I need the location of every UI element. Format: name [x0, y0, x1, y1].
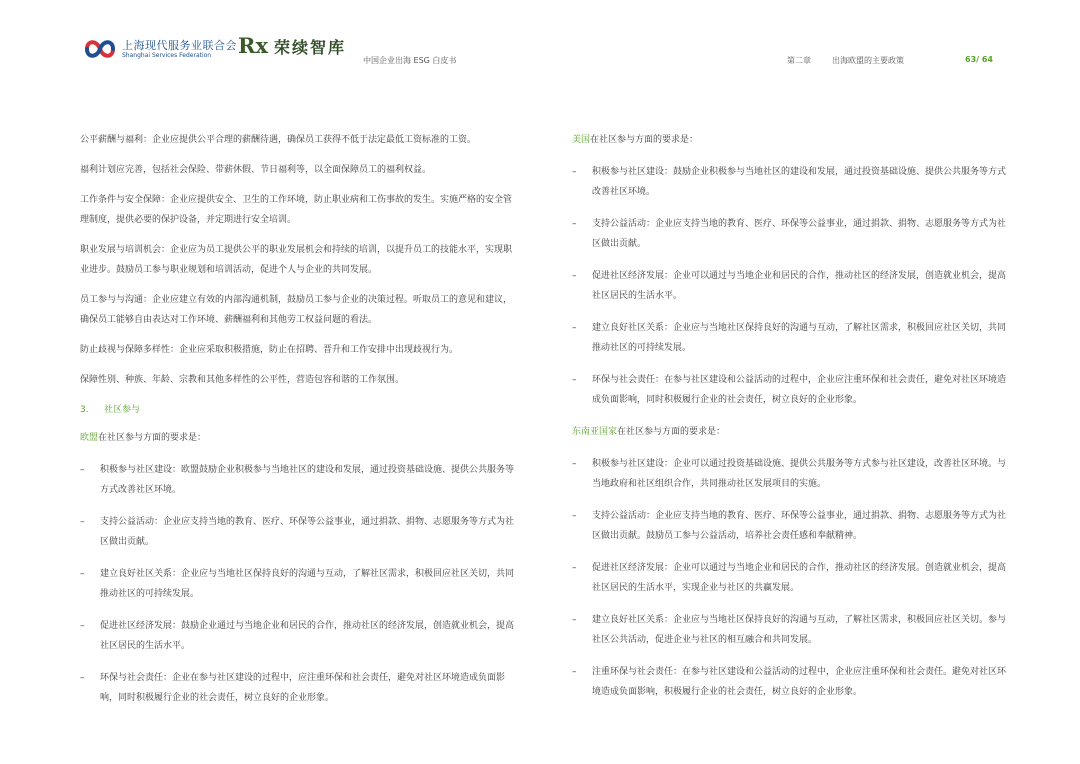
list-item [572, 162, 1008, 202]
page-number: 63/ 64 [965, 55, 993, 64]
list-item-text: 环保与社会责任：在参与社区建设和公益活动的过程中，企业应注重环保和社会责任，避免对社区环境造成负面影响，同时积极履行企业的社会责任，树立良好的企业形象。 [592, 375, 1007, 405]
org2-name: 荣续智库 [273, 37, 346, 57]
region-intro-text: 在社区参与方面的要求是： [590, 135, 699, 145]
paragraph: 工作条件与安全保障：企业应提供安全、卫生的工作环境，防止职业病和工伤事故的发生。实施严格的安全管理制度，提供必要的保护设备，并定期进行安全培训。 [80, 195, 513, 225]
list-item-text: 促进社区经济发展：企业可以通过与当地企业和居民的合作，推动社区的经济发展。创造就业机会，提高社区居民的生活水平，实现企业与社区的共赢发展。 [592, 563, 1007, 593]
list-item-text: 建立良好社区关系：企业应与当地社区保持良好的沟通与互动，了解社区需求，积极回应社区关切。参与社区公共活动，促进企业与社区的相互融合和共同发展。 [592, 615, 1007, 645]
region-name: 欧盟 [80, 433, 99, 443]
list-item [572, 318, 1008, 358]
list-bullet: – [572, 459, 577, 469]
section-heading-text: 社区参与 [104, 405, 141, 415]
list-item-text: 促进社区经济发展：企业可以通过与当地企业和居民的合作，推动社区的经济发展，创造就业机会，提高社区居民的生活水平。 [592, 271, 1007, 301]
org2-logo [238, 34, 346, 58]
list-bullet: – [572, 375, 577, 385]
list-bullet: – [80, 569, 85, 579]
list-bullet: – [572, 271, 577, 281]
list-item [572, 662, 1008, 702]
list-item-text: 环保与社会责任：企业在参与社区建设的过程中，应注重环保和社会责任，避免对社区环境造成负面影响，同时积极履行企业的社会责任，树立良好的企业形象。 [100, 673, 506, 703]
chapter-label: 第二章 [787, 56, 811, 65]
list-item-text: 积极参与社区建设：鼓励企业积极参与当地社区的建设和发展，通过投资基础设施、提供公共服务等方式改善社区环境。 [592, 167, 1007, 197]
list-bullet: – [572, 511, 577, 521]
section-number: 3. [80, 405, 89, 415]
region-intro-text: 在社区参与方面的要求是： [98, 433, 207, 443]
list-item [80, 460, 520, 500]
paragraph: 公平薪酬与福利：企业应提供公平合理的薪酬待遇，确保员工获得不低于法定最低工资标准的工资。 [80, 135, 477, 145]
org1-name-en: Shanghai Services Federation [122, 51, 212, 59]
section-heading [80, 400, 520, 420]
paragraph: 福利计划应完善，包括社会保险、带薪休假、节日福利等，以全面保障员工的福利权益。 [80, 165, 432, 175]
list-item [572, 370, 1008, 410]
list-item-text: 支持公益活动：企业应支持当地的教育、医疗、环保等公益事业，通过捐款、捐物、志愿服务等方式为社区做出贡献。 [100, 517, 515, 547]
list-item [572, 610, 1008, 650]
right-column [572, 130, 1008, 714]
list-item-text: 注重环保与社会责任：在参与社区建设和公益活动的过程中，企业应注重环保和社会责任。避免对社区环境造成负面影响，积极履行企业的社会责任，树立良好的企业形象。 [592, 667, 1007, 697]
list-bullet: – [80, 673, 85, 683]
list-item-text: 积极参与社区建设：企业可以通过投资基础设施、提供公共服务等方式参与社区建设，改善社区环境。与当地政府和社区组织合作，共同推动社区发展项目的实施。 [592, 459, 1007, 489]
list-item [572, 506, 1008, 546]
region-intro-eu [80, 428, 520, 448]
paragraph: 员工参与与沟通：企业应建立有效的内部沟通机制，鼓励员工参与企业的决策过程。听取员工的意见和建议，确保员工能够自由表达对工作环境、薪酬福利和其他劳工权益问题的看法。 [80, 295, 513, 325]
list-item [572, 214, 1008, 254]
list-bullet: – [80, 621, 85, 631]
page-header [0, 0, 1080, 110]
section-label: 出海欧盟的主要政策 [832, 56, 904, 65]
rx-logo-icon: Rx [238, 33, 268, 58]
list-bullet: – [572, 219, 577, 229]
list-bullet: – [572, 167, 577, 177]
list-item [572, 558, 1008, 598]
region-intro-sea [572, 422, 1008, 442]
region-intro-text: 在社区参与方面的要求是： [617, 427, 726, 437]
list-item-text: 建立良好社区关系：企业应与当地社区保持良好的沟通与互动，了解社区需求，积极回应社区关切，共同推动社区的可持续发展。 [592, 323, 1007, 353]
org1-name-cn: 上海现代服务业联合会 [122, 38, 237, 52]
ribbon-logo-icon [84, 36, 116, 62]
list-bullet: – [572, 667, 577, 677]
list-item [80, 512, 520, 552]
list-bullet: – [572, 615, 577, 625]
list-bullet: – [80, 517, 85, 527]
list-item-text: 积极参与社区建设：欧盟鼓励企业积极参与当地社区的建设和发展，通过投资基础设施、提供公共服务等方式改善社区环境。 [100, 465, 515, 495]
org1-logo [84, 36, 237, 62]
region-name: 美国 [572, 135, 591, 145]
list-item-text: 支持公益活动：企业应支持当地的教育、医疗、环保等公益事业，通过捐款、捐物、志愿服务等方式为社区做出贡献。 [592, 219, 1007, 249]
list-bullet: – [80, 465, 85, 475]
left-column [80, 130, 520, 720]
list-item [80, 564, 520, 604]
list-bullet: – [572, 563, 577, 573]
list-item [80, 616, 520, 656]
region-name: 东南亚国家 [572, 427, 618, 437]
list-item-text: 支持公益活动：企业应支持当地的教育、医疗、环保等公益事业，通过捐款、捐物、志愿服务等方式为社区做出贡献。鼓励员工参与公益活动，培养社会责任感和奉献精神。 [592, 511, 1007, 541]
paragraph: 防止歧视与保障多样性：企业应采取积极措施，防止在招聘、晋升和工作安排中出现歧视行为。 [80, 345, 459, 355]
region-intro-us [572, 130, 1008, 150]
list-item [80, 668, 520, 708]
list-bullet: – [572, 323, 577, 333]
list-item-text: 促进社区经济发展：鼓励企业通过与当地企业和居民的合作，推动社区的经济发展，创造就业机会，提高社区居民的生活水平。 [100, 621, 515, 651]
list-item [572, 266, 1008, 306]
paragraph: 保障性别、种族、年龄、宗教和其他多样性的公平性，营造包容和谐的工作氛围。 [80, 375, 405, 385]
document-title: 中国企业出海 ESG 白皮书 [363, 56, 457, 65]
list-item-text: 建立良好社区关系：企业应与当地社区保持良好的沟通与互动，了解社区需求，积极回应社区关切，共同推动社区的可持续发展。 [100, 569, 515, 599]
list-item [572, 454, 1008, 494]
paragraph: 职业发展与培训机会：企业应为员工提供公平的职业发展机会和持续的培训，以提升员工的技能水平，实现职业进步。鼓励员工参与职业规划和培训活动，促进个人与企业的共同发展。 [80, 245, 513, 275]
